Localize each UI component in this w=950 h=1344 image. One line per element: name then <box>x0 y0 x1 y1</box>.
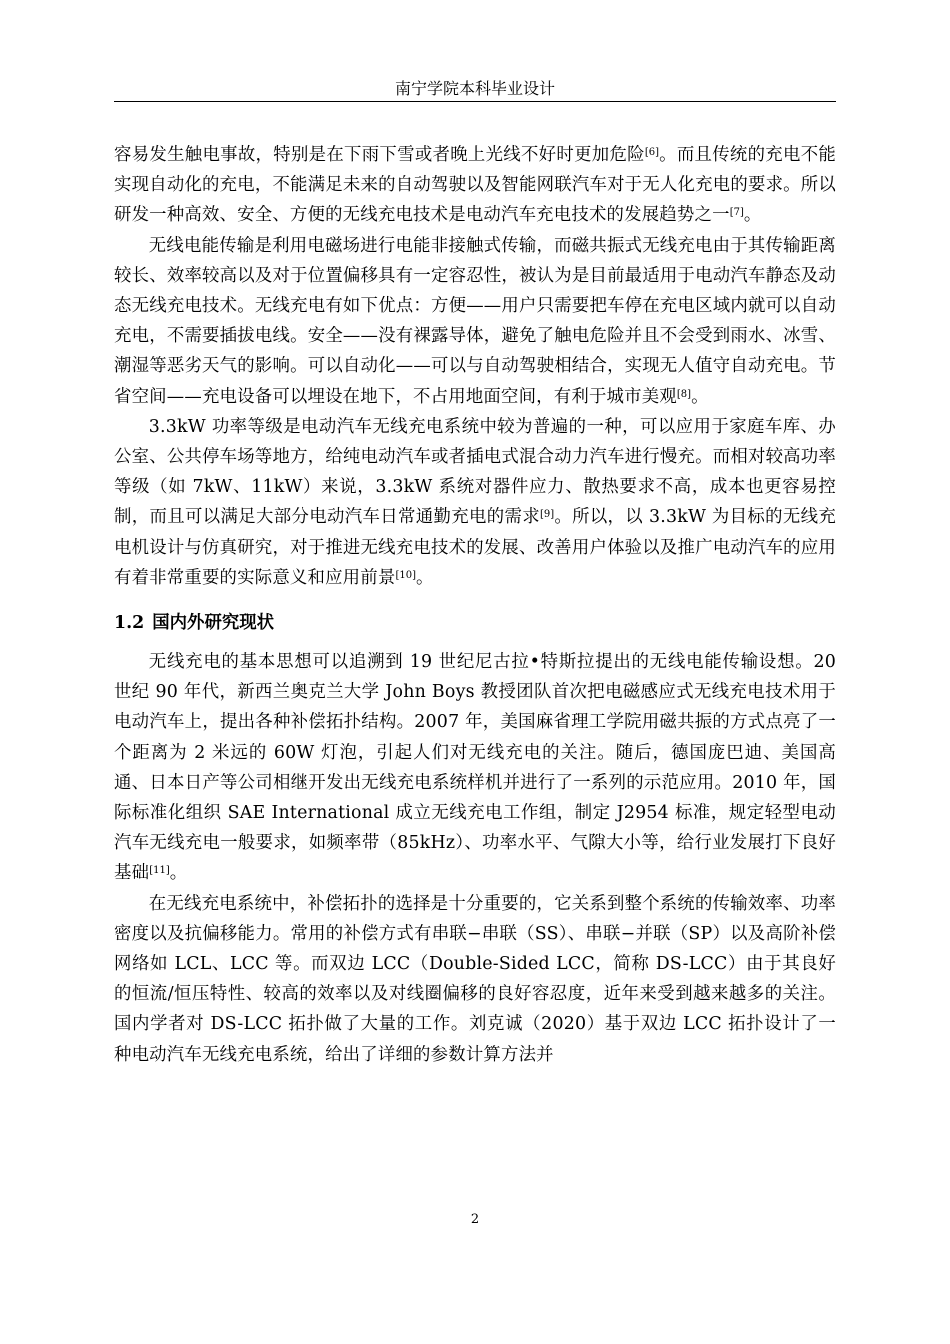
citation-ref: [10] <box>395 569 416 581</box>
citation-ref: [9] <box>539 509 555 521</box>
citation-ref: [8] <box>676 388 692 400</box>
paragraph-5: 在无线充电系统中，补偿拓扑的选择是十分重要的，它关系到整个系统的传输效率、功率密度以及抗偏移能力。常用的补偿方式有串联−串联（SS）、串联−并联（SP）以及高阶补偿网络如 LCL、LCC 等。而双边 LCC（Double-Sided LCC，简称 DS-LCC）由于其良好的恒流/恒压特性、较高的效率以及对线圈偏移的良好容忍度，近年来受到越来越多的关注。国内学者对 DS-LCC 拓扑做了大量的工作。刘克诚（2020）基于双边 LCC 拓扑设计了一种电动汽车无线充电系统，给出了详细的参数计算方法并 <box>114 893 836 1065</box>
header-rule <box>114 101 836 102</box>
running-header: 南宁学院本科毕业设计 <box>394 79 555 98</box>
document-body <box>114 140 836 1070</box>
paragraph-3: 3.3kW 功率等级是电动汽车无线充电系统中较为普遍的一种，可以应用于家庭车库、办公室、公共停车场等地方，给纯电动汽车或者插电式混合动力汽车进行慢充。而相对较高功率等级（如 7kW、11kW）来说，3.3kW 系统对器件应力、散热要求不高，成本也更容易控制，而且可以满足大部分电动汽车日常通勤充电的需求[9]。所以，以 3.3kW 为目标的无线充电机设计与仿真研究，对于推进无线充电技术的发展、改善用户体验以及推广电动汽车的应用有着非常重要的实际意义和应用前景[10]。 <box>114 416 836 588</box>
paragraph-2: 无线电能传输是利用电磁场进行电能非接触式传输，而磁共振式无线充电由于其传输距离较长、效率较高以及对于位置偏移具有一定容忍性，被认为是目前最适用于电动汽车静态及动态无线充电技术。无线充电有如下优点：方便——用户只需要把车停在充电区域内就可以自动充电，不需要插拔电线。安全——没有裸露导体，避免了触电危险并且不会受到雨水、冰雪、潮湿等恶劣天气的影响。可以自动化——可以与自动驾驶相结合，实现无人值守自动充电。节省空间——充电设备可以埋设在地下，不占用地面空间，有利于城市美观[8]。 <box>114 235 836 407</box>
section-number: 1.2 <box>114 613 145 634</box>
citation-ref: [7] <box>729 207 744 219</box>
page-number: 2 <box>470 1212 480 1227</box>
paragraph-1: 容易发生触电事故，特别是在下雨下雪或者晚上光线不好时更加危险[6]。而且传统的充电不能实现自动化的充电，不能满足未来的自动驾驶以及智能网联汽车对于无人化充电的要求。所以研发一种高效、安全、方便的无线充电技术是电动汽车充电技术的发展趋势之一[7]。 <box>114 145 836 226</box>
citation-ref: [11] <box>149 865 170 877</box>
section-heading <box>114 609 836 637</box>
section-title: 国内外研究现状 <box>152 613 275 634</box>
paragraph-4: 无线充电的基本思想可以追溯到 19 世纪尼古拉•特斯拉提出的无线电能传输设想。20 世纪 90 年代，新西兰奥克兰大学 John Boys 教授团队首次把电磁感应式无线充电技术用于电动汽车上，提出各种补偿拓扑结构。2007 年，美国麻省理工学院用磁共振的方式点亮了一个距离为 2 米远的 60W 灯泡，引起人们对无线充电的关注。随后，德国庞巴迪、美国高通、日本日产等公司相继开发出无线充电系统样机并进行了一系列的示范应用。2010 年，国际标准化组织 SAE International 成立无线充电工作组，制定 J2954 标准，规定轻型电动汽车无线充电一般要求，如频率带（85kHz）、功率水平、气隙大小等，给行业发展打下良好基础[11]。 <box>114 652 836 884</box>
citation-ref: [6] <box>644 147 660 158</box>
